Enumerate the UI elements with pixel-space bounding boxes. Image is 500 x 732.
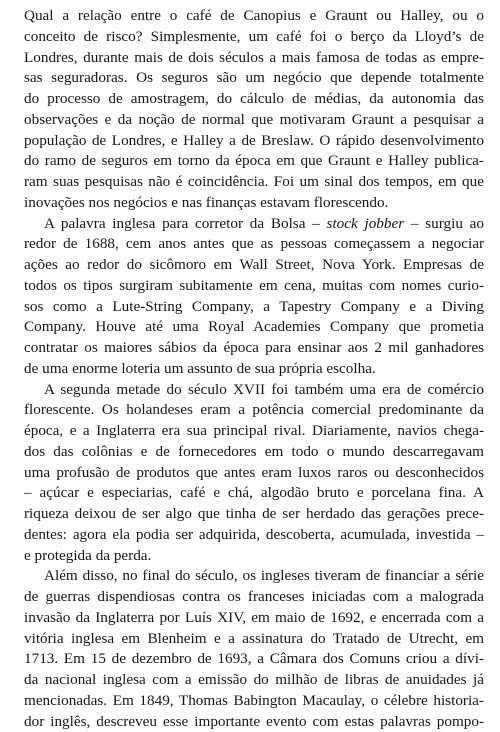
text-line: do ramo de seguros em torno da época em que Graunt e Halley publica- — [24, 151, 484, 172]
text-line: sos como a Lute-String Company, a Tapestry Company e a Diving — [24, 297, 484, 318]
text-run: – surgiu ao — [404, 215, 484, 232]
text-line: – açúcar e especiarias, café e chá, algodão bruto e porcelana fina. A — [24, 483, 484, 504]
text-line: A segunda metade do século XVII foi também uma era de comércio — [24, 380, 484, 401]
text-line: Company. Houve até uma Royal Academies Company que prometia — [24, 317, 484, 338]
text-line: uma profusão de produtos que antes eram luxos raros ou desconhecidos — [24, 463, 484, 484]
text-line: 1713. Em 15 de dezembro de 1693, a Câmara dos Comuns criou a dívi- — [24, 649, 484, 670]
text-line: inovações nos negócios e nas finanças estavam florescendo. — [24, 193, 484, 214]
italic-term: stock jobber — [327, 215, 405, 232]
text-line: da nacional inglesa com a emissão do milhão de libras de anuidades já — [24, 670, 484, 691]
text-line: época, e a Inglaterra era sua principal rival. Diariamente, navios chega- — [24, 421, 484, 442]
text-line: mencionadas. Em 1849, Thomas Babington Macaulay, o célebre historia- — [24, 691, 484, 712]
text-line: Qual a relação entre o café de Canopius e Graunt ou Halley, ou o — [24, 6, 484, 27]
text-line: dos das colônias e de fornecedores em todo o mundo descarregavam — [24, 442, 484, 463]
text-line: redor de 1688, cem anos antes que as pessoas começassem a negociar — [24, 234, 484, 255]
text-line: invasão da Inglaterra por Luís XIV, em maio de 1692, e encerrada com a — [24, 608, 484, 629]
text-line: Londres, durante mais de dois séculos a mais famosa de todas as empre- — [24, 48, 484, 69]
text-line: florescente. Os holandeses eram a potência comercial predominante da — [24, 400, 484, 421]
text-line: dor inglês, descreveu esse importante evento com estas palavras pompo- — [24, 712, 484, 732]
text-line: todos os tipos surgiram subitamente em cena, muitas com nomes curio- — [24, 276, 484, 297]
paragraph-3 — [24, 380, 484, 567]
text-line: observações e da noção de normal que motivaram Graunt a pesquisar a — [24, 110, 484, 131]
paragraph-1 — [24, 6, 484, 214]
text-line: dentes: agora ela podia ser adquirida, descoberta, acumulada, investida – — [24, 525, 484, 546]
text-run: A palavra inglesa para corretor da Bolsa – — [44, 215, 327, 232]
text-line: ram suas pesquisas não é coincidência. Foi um sinal dos tempos, em que — [24, 172, 484, 193]
text-line: contratar os maiores sábios da época para ensinar aos 2 mil ganhadores — [24, 338, 484, 359]
text-line: riqueza deixou de ser algo que tinha de ser herdado das gerações prece- — [24, 504, 484, 525]
text-line: do processo de amostragem, do cálculo de médias, da autonomia das — [24, 89, 484, 110]
paragraph-4 — [24, 566, 484, 732]
text-line — [24, 214, 484, 235]
text-line: vitória inglesa em Blenheim e a assinatura do Tratado de Utrecht, em — [24, 629, 484, 650]
text-line: e protegida da perda. — [24, 546, 484, 567]
text-line: população de Londres, e Halley a de Breslaw. O rápido desenvolvimento — [24, 131, 484, 152]
text-line: de guerras dispendiosas contra os franceses iniciadas com a malograda — [24, 587, 484, 608]
document-page — [24, 6, 484, 732]
text-line: de uma enorme loteria um assunto de sua própria escolha. — [24, 359, 484, 380]
text-line: Além disso, no final do século, os ingleses tiveram de financiar a série — [24, 566, 484, 587]
text-line: sas seguradoras. Os seguros são um negócio que depende totalmente — [24, 68, 484, 89]
paragraph-2 — [24, 214, 484, 380]
text-line: conceito de risco? Simplesmente, um café foi o berço da Lloyd’s de — [24, 27, 484, 48]
text-line: ações ao redor do sicômoro em Wall Street, Nova York. Empresas de — [24, 255, 484, 276]
